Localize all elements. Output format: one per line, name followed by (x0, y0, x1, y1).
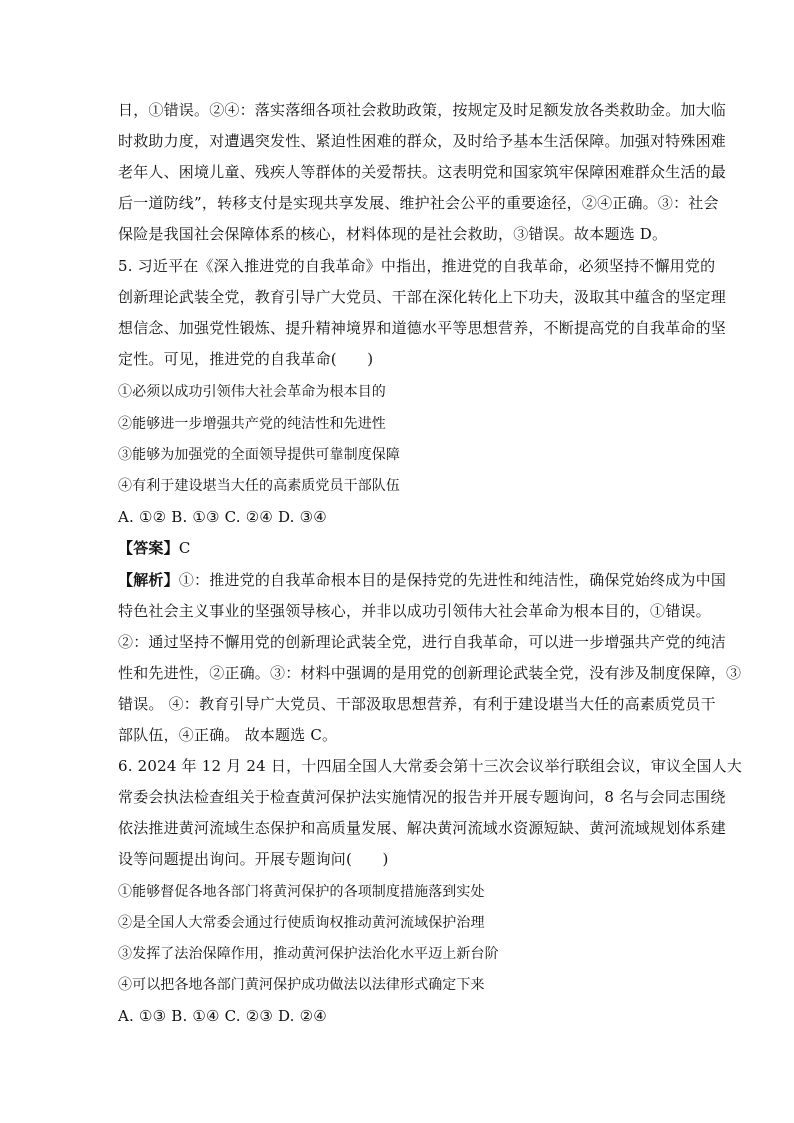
question-5-analysis-line (118, 570, 726, 590)
question-5-option-2: ②能够进一步增强共产党的纯洁性和先进性 (118, 416, 386, 432)
paragraph-line: 老年人、困境儿童、残疾人等群体的关爱帮扶。这表明党和国家筑牢保障困难群众生活的最 (118, 163, 727, 181)
question-5-stem-line: 5. 习近平在《深入推进党的自我革命》中指出，推进党的自我革命，必须坚持不懈用党的 (118, 257, 716, 275)
analysis-label: 【解析】 (118, 571, 179, 589)
question-6-stem-line: 常委会执法检查组关于检查黄河保护法实施情况的报告并开展专题询问，8 名与会同志围绕 (118, 788, 726, 806)
question-6-stem-line: 依法推进黄河流域生态保护和高质量发展、解决黄河流域水资源短缺、黄河流域规划体系建 (118, 819, 727, 837)
analysis-text: ①：推进党的自我革命根本目的是保持党的先进性和纯洁性，确保党始终成为中国 (178, 571, 727, 589)
question-5-analysis-line: 错误。 ④：教育引导广大党员、干部汲取思想营养，有利于建设堪当大任的高素质党员干 (118, 695, 716, 713)
question-6-option-3: ③发挥了法治保障作用，推动黄河保护法治化水平迈上新台阶 (118, 946, 499, 962)
question-5-stem-line: 创新理论武装全党，教育引导广大党员、干部在深化转化上下功夫，汲取其中蕴含的坚定理 (118, 288, 727, 306)
paragraph-line: 日，①错误。②④：落实落细各项社会救助政策，按规定及时足额发放各类救助金。加大临 (118, 101, 727, 119)
question-5-option-3: ③能够为加强党的全面领导提供可靠制度保障 (118, 447, 400, 463)
question-5-analysis-line: 性和先进性，②正确。③：材料中强调的是用党的创新理论武装全党，没有涉及制度保障，③ (118, 664, 742, 682)
question-6-option-2: ②是全国人大常委会通过行使质询权推动黄河流域保护治理 (118, 915, 485, 931)
question-5-choices: A. ①② B. ①③ C. ②④ D. ③④ (118, 508, 327, 526)
paragraph-line: 后一道防线”，转移支付是实现共享发展、维护社会公平的重要途径，②④正确。③：社会 (118, 194, 719, 212)
paragraph-line: 时救助力度，对遭遇突发性、紧迫性困难的群众，及时给予基本生活保障。加强对特殊困难 (118, 132, 727, 150)
question-5-analysis-line: 特色社会主义事业的坚强领导核心，并非以成功引领伟大社会革命为根本目的，①错误。 (118, 602, 711, 620)
question-6-choices: A. ①③ B. ①④ C. ②③ D. ②④ (118, 1007, 327, 1025)
question-5-option-4: ④有利于建设堪当大任的高素质党员干部队伍 (118, 478, 400, 494)
paragraph-line: 保险是我国社会保障体系的核心，材料体现的是社会救助，③错误。故本题选 D。 (118, 225, 668, 243)
question-5-stem-line: 想信念、加强党性锻炼、提升精神境界和道德水平等思想营养，不断提高党的自我革命的坚 (118, 319, 727, 337)
question-5-answer (118, 538, 191, 558)
question-5-analysis-line: ②：通过坚持不懈用党的创新理论武装全党，进行自我革命，可以进一步增强共产党的纯洁 (118, 633, 727, 651)
answer-value: C (178, 539, 191, 557)
question-6-stem-line: 6. 2024 年 12 月 24 日，十四届全国人大常委会第十三次会议举行联组会议，审议全国人大 (118, 757, 743, 775)
question-6-stem-line: 设等问题提出询问。开展专题询问( ) (118, 850, 389, 868)
question-5-stem-line: 定性。可见，推进党的自我革命( ) (118, 350, 374, 368)
answer-label: 【答案】 (118, 539, 179, 557)
question-6-option-4: ④可以把各地各部门黄河保护成功做法以法律形式确定下来 (118, 977, 485, 993)
question-5-analysis-line: 部队伍，④正确。 故本题选 C。 (118, 726, 338, 744)
question-5-option-1: ①必须以成功引领伟大社会革命为根本目的 (118, 384, 386, 400)
question-6-option-1: ①能够督促各地各部门将黄河保护的各项制度措施落到实处 (118, 884, 485, 900)
